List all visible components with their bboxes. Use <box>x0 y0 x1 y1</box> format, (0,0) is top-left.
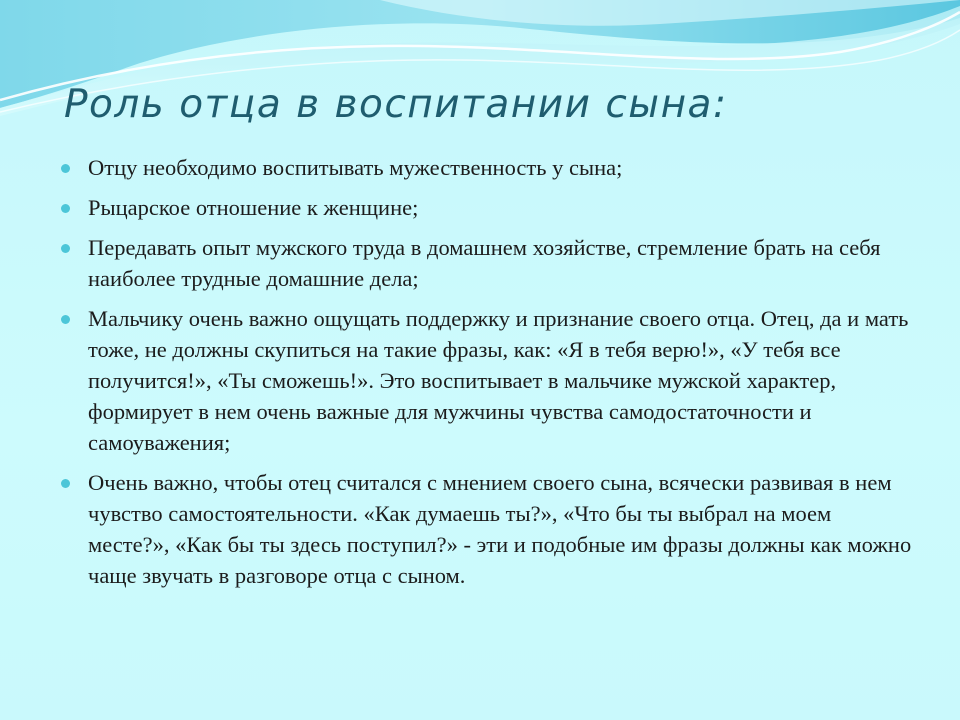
list-item <box>56 467 916 591</box>
bullet-list <box>56 152 916 600</box>
bullet-text: Рыцарское отношение к женщине; <box>88 195 419 220</box>
list-item <box>56 152 916 183</box>
bullet-dot-icon <box>61 244 70 253</box>
bullet-dot-icon <box>61 315 70 324</box>
list-item <box>56 232 916 294</box>
slide-title: Роль отца в воспитании сына: <box>64 82 728 127</box>
bullet-dot-icon <box>61 204 70 213</box>
bullet-text: Очень важно, чтобы отец считался с мнением своего сына, всячески развивая в нем чувство самостоятельности. «Как думаешь ты?», «Что бы ты выбрал на моем месте?», «Как бы ты здесь поступил?» - эти и подобные им фразы должны как можно чаще звучать в разговоре отца с сыном. <box>88 470 912 588</box>
list-item <box>56 303 916 458</box>
bullet-text: Передавать опыт мужского труда в домашнем хозяйстве, стремление брать на себя наиболее трудные домашние дела; <box>88 235 881 291</box>
bullet-text: Мальчику очень важно ощущать поддержку и признание своего отца. Отец, да и мать тоже, не должны скупиться на такие фразы, как: «Я в тебя верю!», «У тебя все получится!», «Ты сможешь!». Это воспитывает в мальчике мужской характер, формирует в нем очень важные для мужчины чувства самодостаточности и самоуважения; <box>88 306 909 455</box>
bullet-dot-icon <box>61 164 70 173</box>
list-item <box>56 192 916 223</box>
bullet-text: Отцу необходимо воспитывать мужественность у сына; <box>88 155 623 180</box>
bullet-dot-icon <box>61 479 70 488</box>
